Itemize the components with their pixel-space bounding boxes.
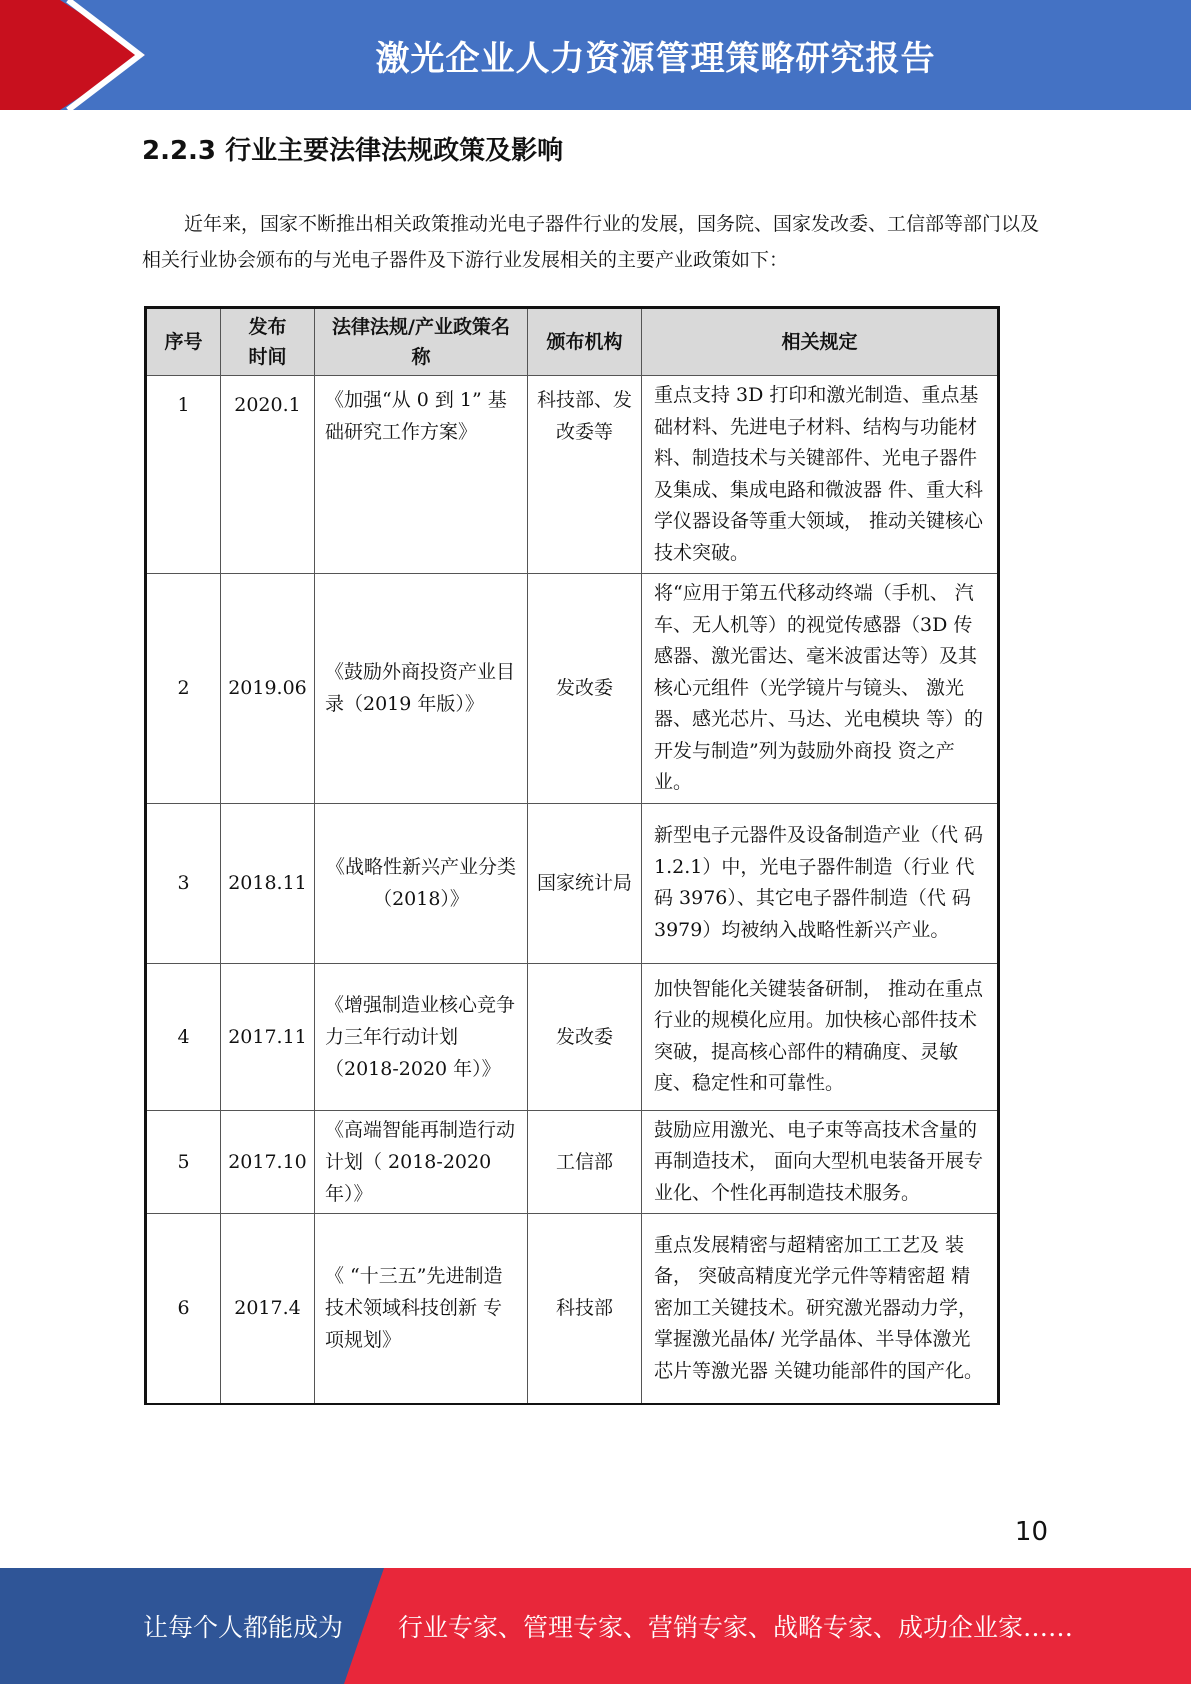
row-date: 2018.11 [221,803,315,963]
row-rule: 新型电子元器件及设备制造产业（代 码 1.2.1）中，光电子器件制造（行业 代码 3976）、其它电子器件制造（代 码 3979）均被纳入战略性新兴产业。 [642,803,999,963]
page-number: 10 [1014,1517,1048,1547]
row-num: 4 [146,963,221,1110]
row-org: 科技部 [528,1214,642,1404]
header-date: 发布时间 [221,308,315,376]
intro-paragraph: 近年来，国家不断推出相关政策推动光电子器件行业的发展，国务院、国家发改委、工信部等部门以及相关行业协会颁布的与光电子器件及下游行业发展相关的主要产业政策如下： [142,213,1040,271]
row-rule: 鼓励应用激光、电子束等高技术含量的再制造技术， 面向大型机电装备开展专业化、个性化再制造技术服务。 [642,1110,999,1214]
row-rule: 加快智能化关键装备研制， 推动在重点行业的规模化应用。加快核心部件技术突破，提高核心部件的精确度、灵敏度、稳定性和可靠性。 [642,963,999,1110]
table-row [146,1214,999,1404]
row-title: 《战略性新兴产业分类（2018）》 [315,803,528,963]
row-title: 《增强制造业核心竞争力三年行动计划（2018-2020 年）》 [315,963,528,1110]
policy-table [144,306,1000,1405]
header-org: 颁布机构 [528,308,642,376]
table-row [146,574,999,804]
row-org: 科技部、发改委等 [528,376,642,574]
row-date: 2017.4 [221,1214,315,1404]
header-rule: 相关规定 [642,308,999,376]
table-row [146,376,999,574]
section-heading: 2.2.3 行业主要法律法规政策及影响 [142,136,564,166]
header-banner [0,0,1191,110]
row-date: 2017.11 [221,963,315,1110]
row-org: 发改委 [528,574,642,804]
footer-slogan-left: 让每个人都能成为 [143,1613,344,1642]
row-date: 2020.1 [221,376,315,574]
row-date: 2019.06 [221,574,315,804]
row-org: 国家统计局 [528,803,642,963]
table-row [146,963,999,1110]
table-row [146,803,999,963]
row-rule: 重点发展精密与超精密加工工艺及 装备， 突破高精度光学元件等精密超 精密加工关键技术。研究激光器动力学，掌握激光晶体/ 光学晶体、半导体激光芯片等激光器 关键功能部件的国产化。 [642,1214,999,1404]
footer-slogan-right: 行业专家、管理专家、营销专家、战略专家、成功企业家…… [398,1613,1074,1642]
row-num: 3 [146,803,221,963]
row-num: 1 [146,376,221,574]
footer-banner [0,1568,1191,1684]
header-num: 序号 [146,308,221,376]
table-header-row [146,308,999,376]
row-org: 发改委 [528,963,642,1110]
row-title: 《加强“从 0 到 1” 基础研究工作方案》 [315,376,528,574]
row-num: 6 [146,1214,221,1404]
row-title: 《高端智能再制造行动计划（ 2018-2020 年）》 [315,1110,528,1214]
header-red-arrow-icon [0,0,150,110]
row-num: 2 [146,574,221,804]
row-date: 2017.10 [221,1110,315,1214]
row-rule: 重点支持 3D 打印和激光制造、重点基础材料、先进电子材料、结构与功能材料、制造技术与关键部件、光电子器件及集成、集成电路和微波器 件、重大科学仪器设备等重大领域， 推动关键核心技术突破。 [642,376,999,574]
table-row [146,1110,999,1214]
row-title: 《 “十三五”先进制造技术领域科技创新 专项规划》 [315,1214,528,1404]
row-title: 《鼓励外商投资产业目录（2019 年版）》 [315,574,528,804]
row-rule: 将“应用于第五代移动终端（手机、 汽车、无人机等）的视觉传感器（3D 传感器、激光雷达、毫米波雷达等）及其核心元组件（光学镜片与镜头、 激光器、感光芯片、马达、光电模块 等）的开发与制造”列为鼓励外商投 资之产业。 [642,574,999,804]
report-title: 激光企业人力资源管理策略研究报告 [375,38,936,79]
row-num: 5 [146,1110,221,1214]
header-title: 法律法规/产业政策名称 [315,308,528,376]
row-org: 工信部 [528,1110,642,1214]
